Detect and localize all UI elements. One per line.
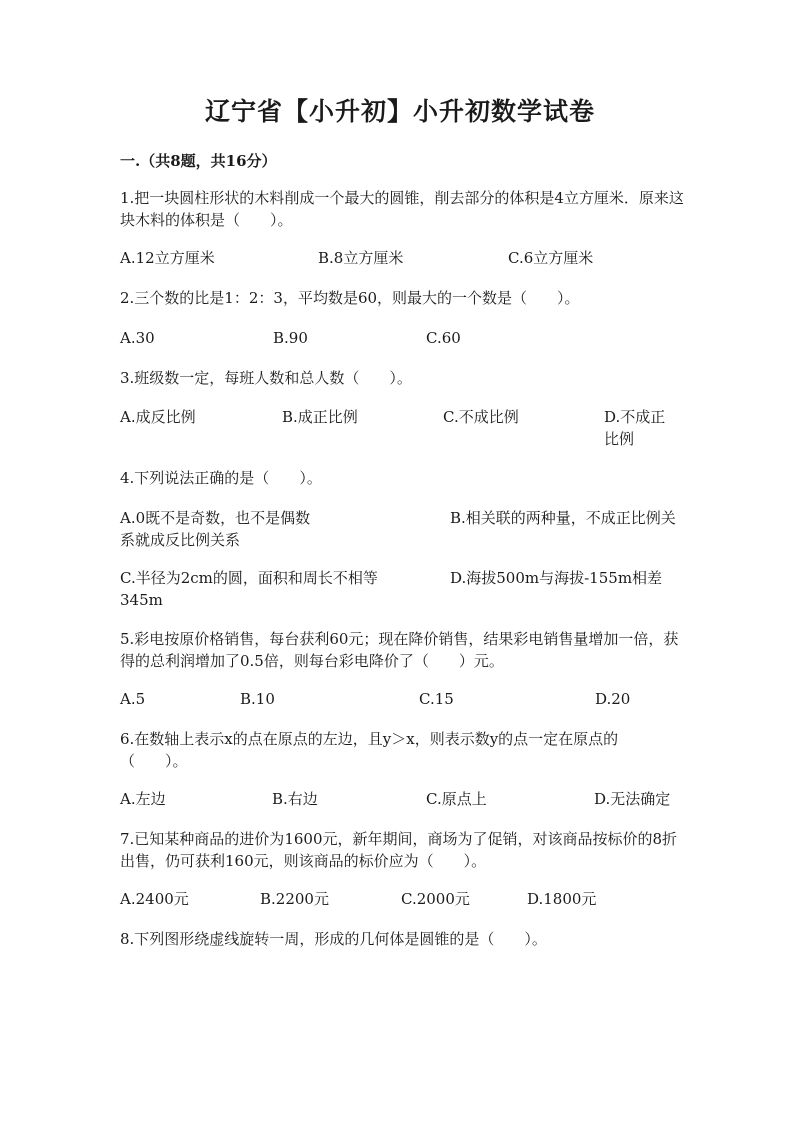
q7-option-d[interactable]: D.1800元 — [527, 890, 597, 908]
q2-option-c[interactable]: C.60 — [426, 329, 461, 347]
question-3-text: 3.班级数一定，每班人数和总人数（ ）。 — [120, 369, 412, 387]
q4-option-b[interactable]: B.相关联的两种量，不成正比例关系就成反比例关系 — [120, 509, 676, 549]
q6-option-d[interactable]: D.无法确定 — [594, 790, 671, 808]
question-4-text: 4.下列说法正确的是（ ）。 — [120, 469, 322, 487]
question-6-text: 6.在数轴上表示x的点在原点的左边，且y＞x，则表示数y的点一定在原点的（ ）。 — [120, 730, 619, 770]
q1-option-b[interactable]: B.8立方厘米 — [318, 249, 404, 267]
q2-option-a[interactable]: A.30 — [120, 329, 155, 347]
q6-option-c[interactable]: C.原点上 — [426, 790, 487, 808]
q3-option-a[interactable]: A.成反比例 — [120, 408, 196, 426]
q4-option-d[interactable]: D.海拔500m与海拔-155m相差345m — [120, 569, 663, 609]
q5-option-d[interactable]: D.20 — [595, 690, 631, 708]
q7-option-b[interactable]: B.2200元 — [260, 890, 329, 908]
question-7-text: 7.已知某种商品的进价为1600元，新年期间，商场为了促销，对该商品按标价的8折出售，仍可获利160元，则该商品的标价应为（ ）。 — [120, 830, 678, 870]
question-2-text: 2.三个数的比是1：2：3，平均数是60，则最大的一个数是（ ）。 — [120, 289, 580, 307]
q3-option-d[interactable]: D.不成正比例 — [604, 408, 666, 448]
q4-option-c[interactable]: C.半径为2cm的圆，面积和周长不相等 — [120, 569, 378, 587]
q3-option-b[interactable]: B.成正比例 — [282, 408, 358, 426]
section-heading: 一.（共8题，共16分） — [120, 152, 277, 170]
q4-option-a[interactable]: A.0既不是奇数，也不是偶数 — [120, 509, 311, 527]
q5-option-c[interactable]: C.15 — [419, 690, 454, 708]
q5-option-b[interactable]: B.10 — [240, 690, 275, 708]
q6-option-a[interactable]: A.左边 — [120, 790, 166, 808]
q7-option-c[interactable]: C.2000元 — [401, 890, 470, 908]
question-5-text: 5.彩电按原价格销售，每台获利60元；现在降价销售，结果彩电销售量增加一倍，获得的总利润增加了0.5倍，则每台彩电降价了（ ）元。 — [120, 630, 679, 670]
question-8-text: 8.下列图形绕虚线旋转一周，形成的几何体是圆锥的是（ ）。 — [120, 930, 547, 948]
q6-option-b[interactable]: B.右边 — [272, 790, 318, 808]
page-title: 辽宁省【小升初】小升初数学试卷 — [204, 97, 595, 126]
question-1-text: 1.把一块圆柱形状的木料削成一个最大的圆锥，削去部分的体积是4立方厘米．原来这块木料的体积是（ ）。 — [120, 189, 684, 229]
q2-option-b[interactable]: B.90 — [273, 329, 308, 347]
q3-option-c[interactable]: C.不成比例 — [443, 408, 519, 426]
q1-option-a[interactable]: A.12立方厘米 — [120, 249, 215, 267]
q5-option-a[interactable]: A.5 — [120, 690, 146, 708]
q7-option-a[interactable]: A.2400元 — [120, 890, 189, 908]
q1-option-c[interactable]: C.6立方厘米 — [508, 249, 594, 267]
